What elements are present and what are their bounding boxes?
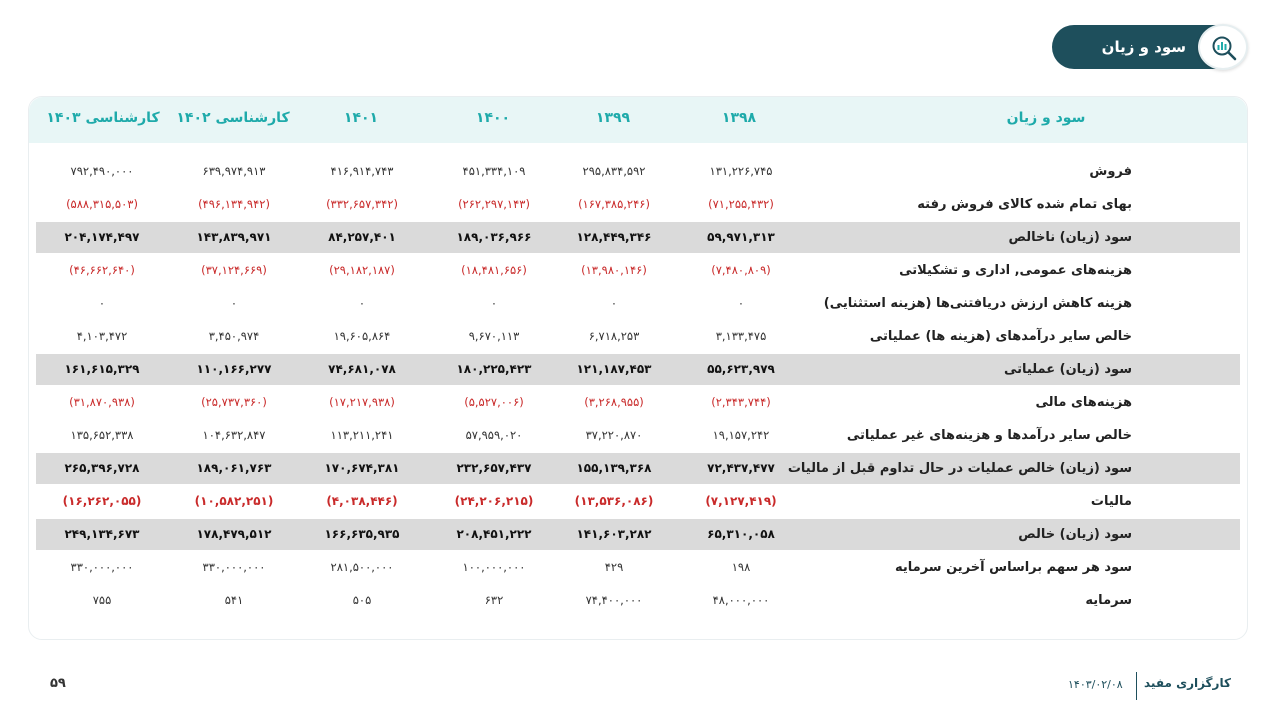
row-label: مالیات bbox=[1090, 494, 1132, 509]
footer-brand: کارگزاری مفید bbox=[1144, 676, 1231, 690]
cell-1398: ۱۳۱,۲۲۶,۷۴۵ bbox=[709, 164, 773, 178]
page-number: ۵۹ bbox=[50, 676, 66, 691]
page-title-pill bbox=[1052, 25, 1246, 69]
cell-1398: ۴۸,۰۰۰,۰۰۰ bbox=[712, 593, 770, 607]
cell-1398: ۱۹,۱۵۷,۲۴۲ bbox=[712, 428, 770, 442]
cell-1402: (۱۰,۵۸۲,۲۵۱) bbox=[194, 494, 274, 508]
cell-1403: (۴۶,۶۶۲,۶۴۰) bbox=[69, 263, 135, 277]
row-label: هزینه کاهش ارزش دریافتنی‌ها (هزینه استثنایی) bbox=[823, 296, 1132, 311]
cell-1401: ۱۷۰,۶۷۴,۳۸۱ bbox=[324, 461, 400, 475]
header-1400: ۱۴۰۰ bbox=[475, 110, 511, 126]
cell-1403: ۴,۱۰۳,۴۷۲ bbox=[76, 329, 128, 343]
header-1401: ۱۴۰۱ bbox=[343, 110, 379, 126]
header-1402: کارشناسی ۱۴۰۲ bbox=[176, 110, 290, 126]
cell-1398: ۵۹,۹۷۱,۳۱۳ bbox=[707, 230, 775, 244]
row-label: سود (زیان) خالص bbox=[1018, 527, 1132, 542]
cell-1401: ۵۰۵ bbox=[352, 593, 372, 607]
cell-1400: (۵,۵۲۷,۰۰۶) bbox=[464, 395, 524, 409]
cell-1399: ۳۷,۲۲۰,۸۷۰ bbox=[585, 428, 643, 442]
table-row bbox=[36, 288, 1240, 319]
cell-1400: ۱۸۹,۰۳۶,۹۶۶ bbox=[456, 230, 532, 244]
cell-1403: ۲۴۹,۱۳۴,۶۷۳ bbox=[64, 527, 140, 541]
cell-1403: (۵۸۸,۳۱۵,۵۰۳) bbox=[66, 197, 138, 211]
cell-1399: ۷۴,۴۰۰,۰۰۰ bbox=[585, 593, 643, 607]
cell-1399: (۳,۲۶۸,۹۵۵) bbox=[584, 395, 644, 409]
cell-1401: (۱۷,۲۱۷,۹۳۸) bbox=[329, 395, 395, 409]
cell-1403: (۳۱,۸۷۰,۹۳۸) bbox=[69, 395, 135, 409]
cell-1400: ۶۳۲ bbox=[484, 593, 504, 607]
row-label: سود (زیان) عملیاتی bbox=[1003, 362, 1132, 377]
cell-1402: (۳۷,۱۲۴,۶۶۹) bbox=[201, 263, 267, 277]
cell-1401: ۱۱۳,۲۱۱,۲۴۱ bbox=[330, 428, 394, 442]
cell-1399: ۲۹۵,۸۳۴,۵۹۲ bbox=[582, 164, 646, 178]
table-row bbox=[36, 156, 1240, 187]
cell-1398: (۲,۳۴۳,۷۴۴) bbox=[711, 395, 771, 409]
cell-1401: ۲۸۱,۵۰۰,۰۰۰ bbox=[330, 560, 394, 574]
cell-1400: ۵۷,۹۵۹,۰۲۰ bbox=[465, 428, 523, 442]
cell-1402: ۵۴۱ bbox=[224, 593, 244, 607]
table-row bbox=[36, 420, 1240, 451]
cell-1403: ۷۵۵ bbox=[92, 593, 112, 607]
row-label: سود (زیان) خالص عملیات در حال تداوم قبل از مالیات bbox=[787, 461, 1132, 476]
footer-divider bbox=[1136, 672, 1137, 700]
cell-1398: ۵۵,۶۲۳,۹۷۹ bbox=[707, 362, 775, 376]
cell-1400: (۲۴,۲۰۶,۲۱۵) bbox=[454, 494, 534, 508]
cell-1399: ۴۲۹ bbox=[604, 560, 624, 574]
search-chart-icon bbox=[1198, 24, 1248, 70]
table-row bbox=[36, 189, 1240, 220]
cell-1401: ۱۶۶,۶۳۵,۹۳۵ bbox=[324, 527, 400, 541]
cell-1402: ۶۳۹,۹۷۴,۹۱۳ bbox=[202, 164, 266, 178]
cell-1402: (۲۵,۷۳۷,۳۶۰) bbox=[201, 395, 267, 409]
cell-1402: ۱۱۰,۱۶۶,۲۷۷ bbox=[196, 362, 272, 376]
cell-1399: ۱۵۵,۱۳۹,۳۶۸ bbox=[576, 461, 652, 475]
cell-1401: (۲۹,۱۸۲,۱۸۷) bbox=[329, 263, 395, 277]
footer-date: ۱۴۰۳/۰۲/۰۸ bbox=[1068, 678, 1123, 691]
table-row bbox=[36, 486, 1240, 517]
cell-1399: ۶,۷۱۸,۲۵۳ bbox=[588, 329, 640, 343]
cell-1402: ۰ bbox=[230, 296, 238, 310]
cell-1400: ۴۵۱,۳۳۴,۱۰۹ bbox=[462, 164, 526, 178]
cell-1398: (۷,۴۸۰,۸۰۹) bbox=[711, 263, 771, 277]
row-label: فروش bbox=[1089, 164, 1132, 179]
table-row bbox=[36, 321, 1240, 352]
row-label: سود (زیان) ناخالص bbox=[1008, 230, 1132, 245]
table-header bbox=[29, 97, 1247, 143]
cell-1401: ۰ bbox=[358, 296, 366, 310]
cell-1398: ۷۲,۴۳۷,۴۷۷ bbox=[707, 461, 775, 475]
table-row bbox=[36, 552, 1240, 583]
cell-1402: (۴۹۶,۱۳۴,۹۴۲) bbox=[198, 197, 270, 211]
table-row bbox=[36, 387, 1240, 418]
cell-1401: (۴,۰۳۸,۴۴۶) bbox=[326, 494, 398, 508]
cell-1401: ۷۴,۶۸۱,۰۷۸ bbox=[328, 362, 396, 376]
cell-1400: (۱۸,۴۸۱,۶۵۶) bbox=[461, 263, 527, 277]
cell-1402: ۱۷۸,۴۷۹,۵۱۲ bbox=[196, 527, 272, 541]
cell-1399: ۱۴۱,۶۰۳,۲۸۲ bbox=[576, 527, 652, 541]
cell-1402: ۳,۴۵۰,۹۷۴ bbox=[208, 329, 260, 343]
cell-1398: (۷,۱۲۷,۴۱۹) bbox=[705, 494, 777, 508]
row-label: سود هر سهم براساس آخرین سرمایه bbox=[895, 560, 1132, 575]
table-row bbox=[36, 453, 1240, 484]
cell-1403: ۲۰۴,۱۷۴,۴۹۷ bbox=[64, 230, 140, 244]
table-row bbox=[36, 519, 1240, 550]
table-row bbox=[36, 222, 1240, 253]
cell-1403: (۱۶,۲۶۲,۰۵۵) bbox=[62, 494, 142, 508]
cell-1398: ۰ bbox=[737, 296, 745, 310]
table-row bbox=[36, 255, 1240, 286]
cell-1398: ۳,۱۳۳,۴۷۵ bbox=[715, 329, 767, 343]
cell-1403: ۰ bbox=[98, 296, 106, 310]
cell-1400: ۲۰۸,۴۵۱,۲۲۲ bbox=[456, 527, 532, 541]
cell-1402: ۱۴۳,۸۳۹,۹۷۱ bbox=[196, 230, 272, 244]
row-label: هزینه‌های مالی bbox=[1035, 395, 1132, 410]
cell-1402: ۳۳۰,۰۰۰,۰۰۰ bbox=[202, 560, 266, 574]
cell-1400: ۲۳۲,۶۵۷,۴۳۷ bbox=[456, 461, 532, 475]
cell-1403: ۳۳۰,۰۰۰,۰۰۰ bbox=[70, 560, 134, 574]
cell-1400: (۲۶۲,۲۹۷,۱۴۳) bbox=[458, 197, 530, 211]
page-title: سود و زیان bbox=[1101, 38, 1186, 56]
cell-1399: (۱۶۷,۳۸۵,۲۴۶) bbox=[578, 197, 650, 211]
cell-1403: ۱۶۱,۶۱۵,۳۲۹ bbox=[64, 362, 140, 376]
cell-1401: ۱۹,۶۰۵,۸۶۴ bbox=[333, 329, 391, 343]
cell-1401: (۳۳۲,۶۵۷,۳۴۲) bbox=[326, 197, 398, 211]
header-1403: کارشناسی ۱۴۰۳ bbox=[46, 110, 160, 126]
cell-1399: ۰ bbox=[610, 296, 618, 310]
table-row bbox=[36, 585, 1240, 616]
cell-1399: (۱۳,۹۸۰,۱۴۶) bbox=[581, 263, 647, 277]
cell-1398: ۶۵,۳۱۰,۰۵۸ bbox=[707, 527, 775, 541]
cell-1402: ۱۸۹,۰۶۱,۷۶۳ bbox=[196, 461, 272, 475]
row-label: بهای تمام شده کالای فروش رفته bbox=[917, 197, 1132, 212]
cell-1400: ۹,۶۷۰,۱۱۳ bbox=[468, 329, 520, 343]
cell-1398: (۷۱,۲۵۵,۴۳۲) bbox=[708, 197, 774, 211]
cell-1403: ۷۹۲,۴۹۰,۰۰۰ bbox=[70, 164, 134, 178]
cell-1403: ۲۶۵,۳۹۶,۷۲۸ bbox=[64, 461, 140, 475]
table-row bbox=[36, 354, 1240, 385]
cell-1399: ۱۲۸,۴۴۹,۳۴۶ bbox=[576, 230, 652, 244]
cell-1402: ۱۰۴,۶۳۲,۸۴۷ bbox=[202, 428, 266, 442]
cell-1403: ۱۳۵,۶۵۲,۳۳۸ bbox=[70, 428, 134, 442]
row-label: سرمایه bbox=[1085, 593, 1132, 608]
row-label: هزینه‌های عمومی, اداری و تشکیلاتی bbox=[899, 263, 1132, 278]
cell-1399: (۱۳,۵۳۶,۰۸۶) bbox=[574, 494, 654, 508]
cell-1399: ۱۲۱,۱۸۷,۴۵۳ bbox=[576, 362, 652, 376]
cell-1400: ۰ bbox=[490, 296, 498, 310]
cell-1400: ۱۸۰,۲۲۵,۴۲۳ bbox=[456, 362, 532, 376]
header-label: سود و زیان bbox=[1006, 110, 1086, 126]
row-label: خالص سایر درآمدها و هزینه‌های غیر عملیاتی bbox=[846, 428, 1132, 443]
cell-1401: ۴۱۶,۹۱۴,۷۴۳ bbox=[330, 164, 394, 178]
header-1398: ۱۳۹۸ bbox=[721, 110, 757, 126]
header-1399: ۱۳۹۹ bbox=[595, 110, 631, 126]
cell-1401: ۸۴,۲۵۷,۴۰۱ bbox=[328, 230, 396, 244]
row-label: خالص سایر درآمدهای (هزینه ها) عملیاتی bbox=[869, 329, 1132, 344]
cell-1400: ۱۰۰,۰۰۰,۰۰۰ bbox=[462, 560, 526, 574]
cell-1398: ۱۹۸ bbox=[731, 560, 751, 574]
